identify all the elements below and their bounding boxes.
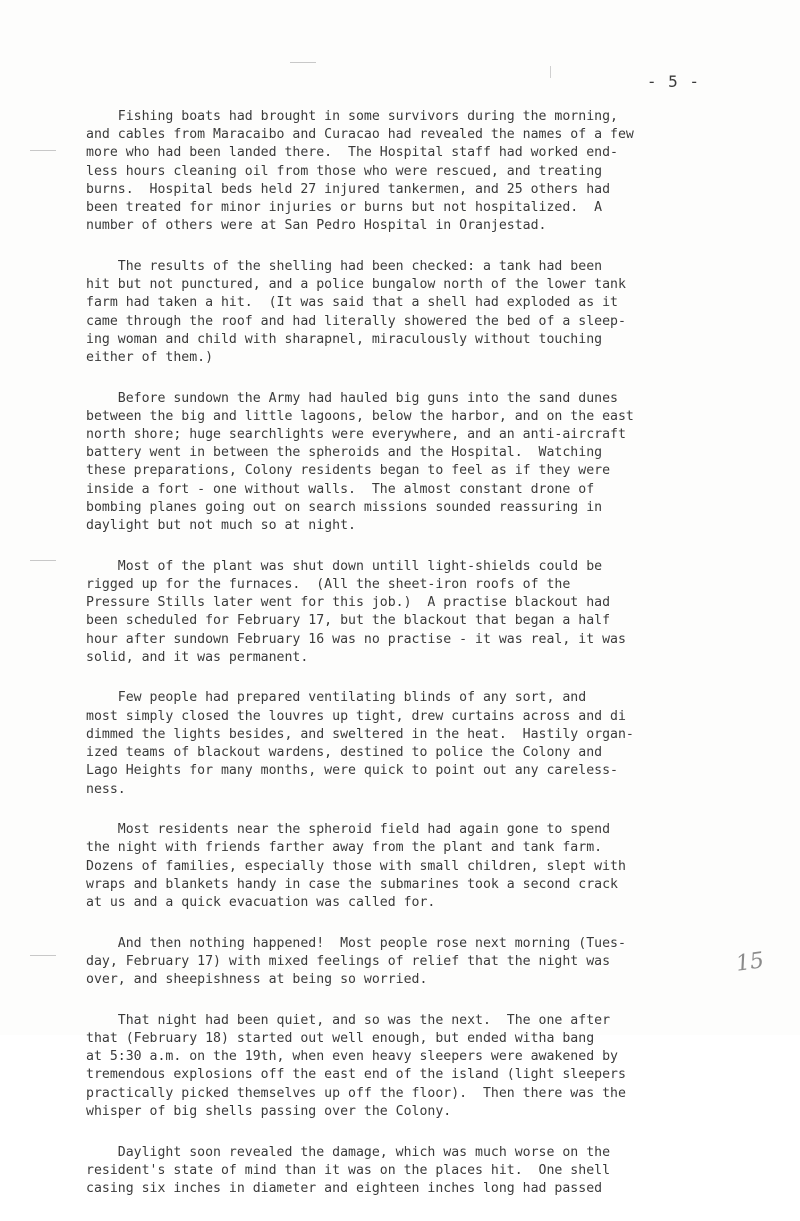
scan-mark — [290, 62, 316, 63]
paragraph-7: And then nothing happened! Most people rose next morning (Tues- day, February 17) with mixed feelings of relief that the night was over, and sheepishness at being so worried. — [86, 935, 626, 988]
paragraph-4: Most of the plant was shut down untill light-shields could be rigged up for the furnaces. (All the sheet-iron roofs of the Pressure Stills later went for this job.) A practise blackout had been scheduled for February 17, but the blackout that began a half hour after sundown February 16 was no practise - it was real, it was solid, and it was permanent. — [86, 558, 626, 665]
paragraph-1: Fishing boats had brought in some survivors during the morning, and cables from Maracaibo and Curacao had revealed the names of a few more who had been landed there. The Hospital staff had worked end- less hours cleaning oil from those who were rescued, and treating burns. Hospital beds held 27 injured tankermen, and 25 others had been treated for minor injuries or burns but not hospitalized. A number of others were at San Pedro Hospital in Oranjestad. — [86, 109, 634, 234]
scan-mark — [30, 955, 56, 956]
paragraph-6: Most residents near the spheroid field had again gone to spend the night with friends farther away from the plant and tank farm. Dozens of families, especially those with small children, slept with wraps and blankets handy in case the submarines took a second crack at us and a quick evacuation was called for. — [86, 822, 626, 911]
scan-mark — [550, 66, 551, 78]
scan-mark — [30, 560, 56, 561]
paragraph-3: Before sundown the Army had hauled big guns into the sand dunes between the big and little lagoons, below the harbor, and on the east north shore; huge searchlights were everywhere, and an anti-aircraft battery went in between the spheroids and the Hospital. Watching these preparations, Colony residents began to feel as if they were inside a fort - one without walls. The almost constant drone of bombing planes going out on search missions sounded reassuring in daylight but not much so at night. — [86, 390, 634, 534]
scan-mark — [30, 150, 56, 151]
page-number: - 5 - — [646, 72, 700, 91]
paragraph-5: Few people had prepared ventilating blinds of any sort, and most simply closed the louvres up tight, drew curtains across and di dimmed the lights besides, and sweltered in the heat. Hastily organ- ized teams of blackout wardens, destined to police the Colony and Lago Heights for many months, were quick to point out any careless- ness. — [86, 690, 634, 797]
paragraph-8: That night had been quiet, and so was the next. The one after that (February 18) started out well enough, but ended witha bang at 5:30 a.m. on the 19th, when even heavy sleepers were awakened by tremendous explosions off the east end of the island (light sleepers practically picked themselves up off the floor). Then there was the whisper of big shells passing over the Colony. — [86, 1012, 626, 1119]
paragraph-9: Daylight soon revealed the damage, which was much worse on the resident's state of mind than it was on the places hit. One shell casing six inches in diameter and eighteen inches long had passed — [86, 1144, 611, 1196]
handwritten-margin-note: 15 — [734, 948, 766, 977]
paragraph-2: The results of the shelling had been checked: a tank had been hit but not punctured, and a police bungalow north of the lower tank farm had taken a hit. (It was said that a shell had exploded as it came through the roof and had literally showered the bed of a sleep- ing woman and child with sharapnel, miraculously without touching either of them.) — [86, 258, 626, 365]
body-text — [86, 108, 736, 1221]
